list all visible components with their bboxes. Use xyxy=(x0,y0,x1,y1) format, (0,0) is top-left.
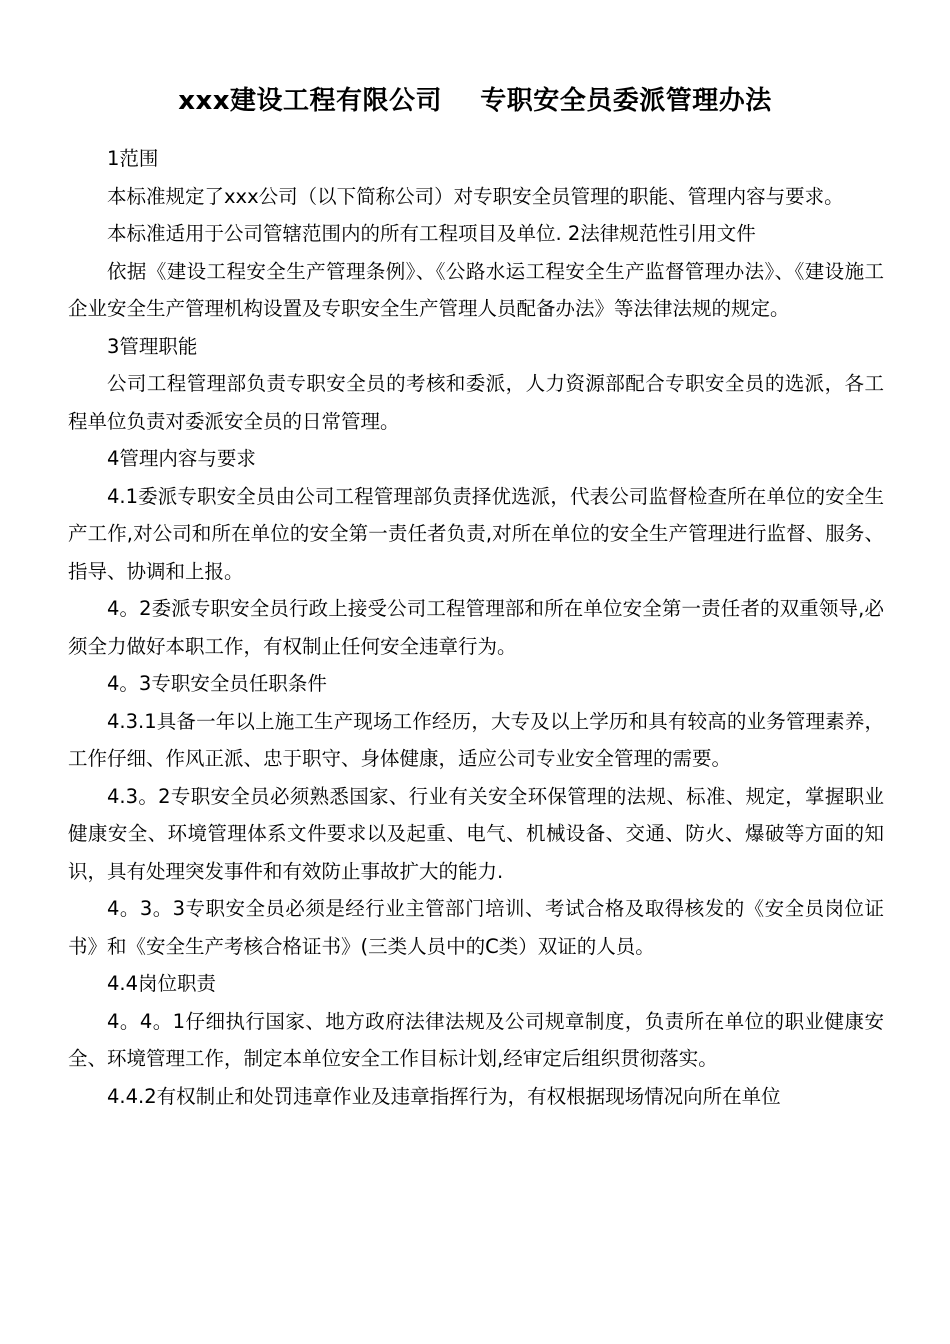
section-heading-functions: 3管理职能 xyxy=(107,334,198,358)
subsection-heading: 4。3专职安全员任职条件 xyxy=(107,672,327,695)
paragraph: 4.3.1具备一年以上施工生产现场工作经历，大专及以上学历和具有较高的业务管理素养，工作仔细、作风正派、忠于职守、身体健康，适应公司专业安全管理的需要。 xyxy=(68,709,884,770)
document-title: xxx建设工程有限公司 专职安全员委派管理办法 xyxy=(178,86,772,116)
paragraph: 本标准适用于公司管辖范围内的所有工程项目及单位. 2法律规范性引用文件 xyxy=(107,222,756,245)
paragraph: 本标准规定了xxx公司（以下简称公司）对专职安全员管理的职能、管理内容与要求。 xyxy=(107,184,844,208)
paragraph: 公司工程管理部负责专职安全员的考核和委派，人力资源部配合专职安全员的选派，各工程单位负责对委派安全员的日常管理。 xyxy=(68,372,884,433)
paragraph: 4.1委派专职安全员由公司工程管理部负责择优选派，代表公司监督检查所在单位的安全生产工作,对公司和所在单位的安全第一责任者负责,对所在单位的安全生产管理进行监督、服务、指导、协调和上报。 xyxy=(68,484,884,583)
section-heading-scope: 1范围 xyxy=(107,147,159,170)
document-body xyxy=(68,140,884,1115)
paragraph: 4.3。2专职安全员必须熟悉国家、行业有关安全环保管理的法规、标准、规定，掌握职业健康安全、环境管理体系文件要求以及起重、电气、机械设备、交通、防火、爆破等方面的知识，具有处理突发事件和有效防止事故扩大的能力. xyxy=(68,784,884,883)
subsection-heading: 4.4岗位职责 xyxy=(107,972,217,995)
paragraph: 依据《建设工程安全生产管理条例》、《公路水运工程安全生产监督管理办法》、《建设施工企业安全生产管理机构设置及专职安全生产管理人员配备办法》等法律法规的规定。 xyxy=(68,259,884,320)
paragraph: 4。3。3专职安全员必须是经行业主管部门培训、考试合格及取得核发的《安全员岗位证书》和《安全生产考核合格证书》(三类人员中的C类）双证的人员。 xyxy=(68,897,884,958)
paragraph: 4。4。1仔细执行国家、地方政府法律法规及公司规章制度，负责所在单位的职业健康安全、环境管理工作，制定本单位安全工作目标计划,经审定后组织贯彻落实。 xyxy=(68,1009,884,1070)
paragraph: 4.4.2有权制止和处罚违章作业及违章指挥行为，有权根据现场情况向所在单位 xyxy=(107,1084,781,1108)
section-heading-content: 4管理内容与要求 xyxy=(107,447,256,470)
paragraph: 4。2委派专职安全员行政上接受公司工程管理部和所在单位安全第一责任者的双重领导,必须全力做好本职工作，有权制止任何安全违章行为。 xyxy=(68,597,884,658)
